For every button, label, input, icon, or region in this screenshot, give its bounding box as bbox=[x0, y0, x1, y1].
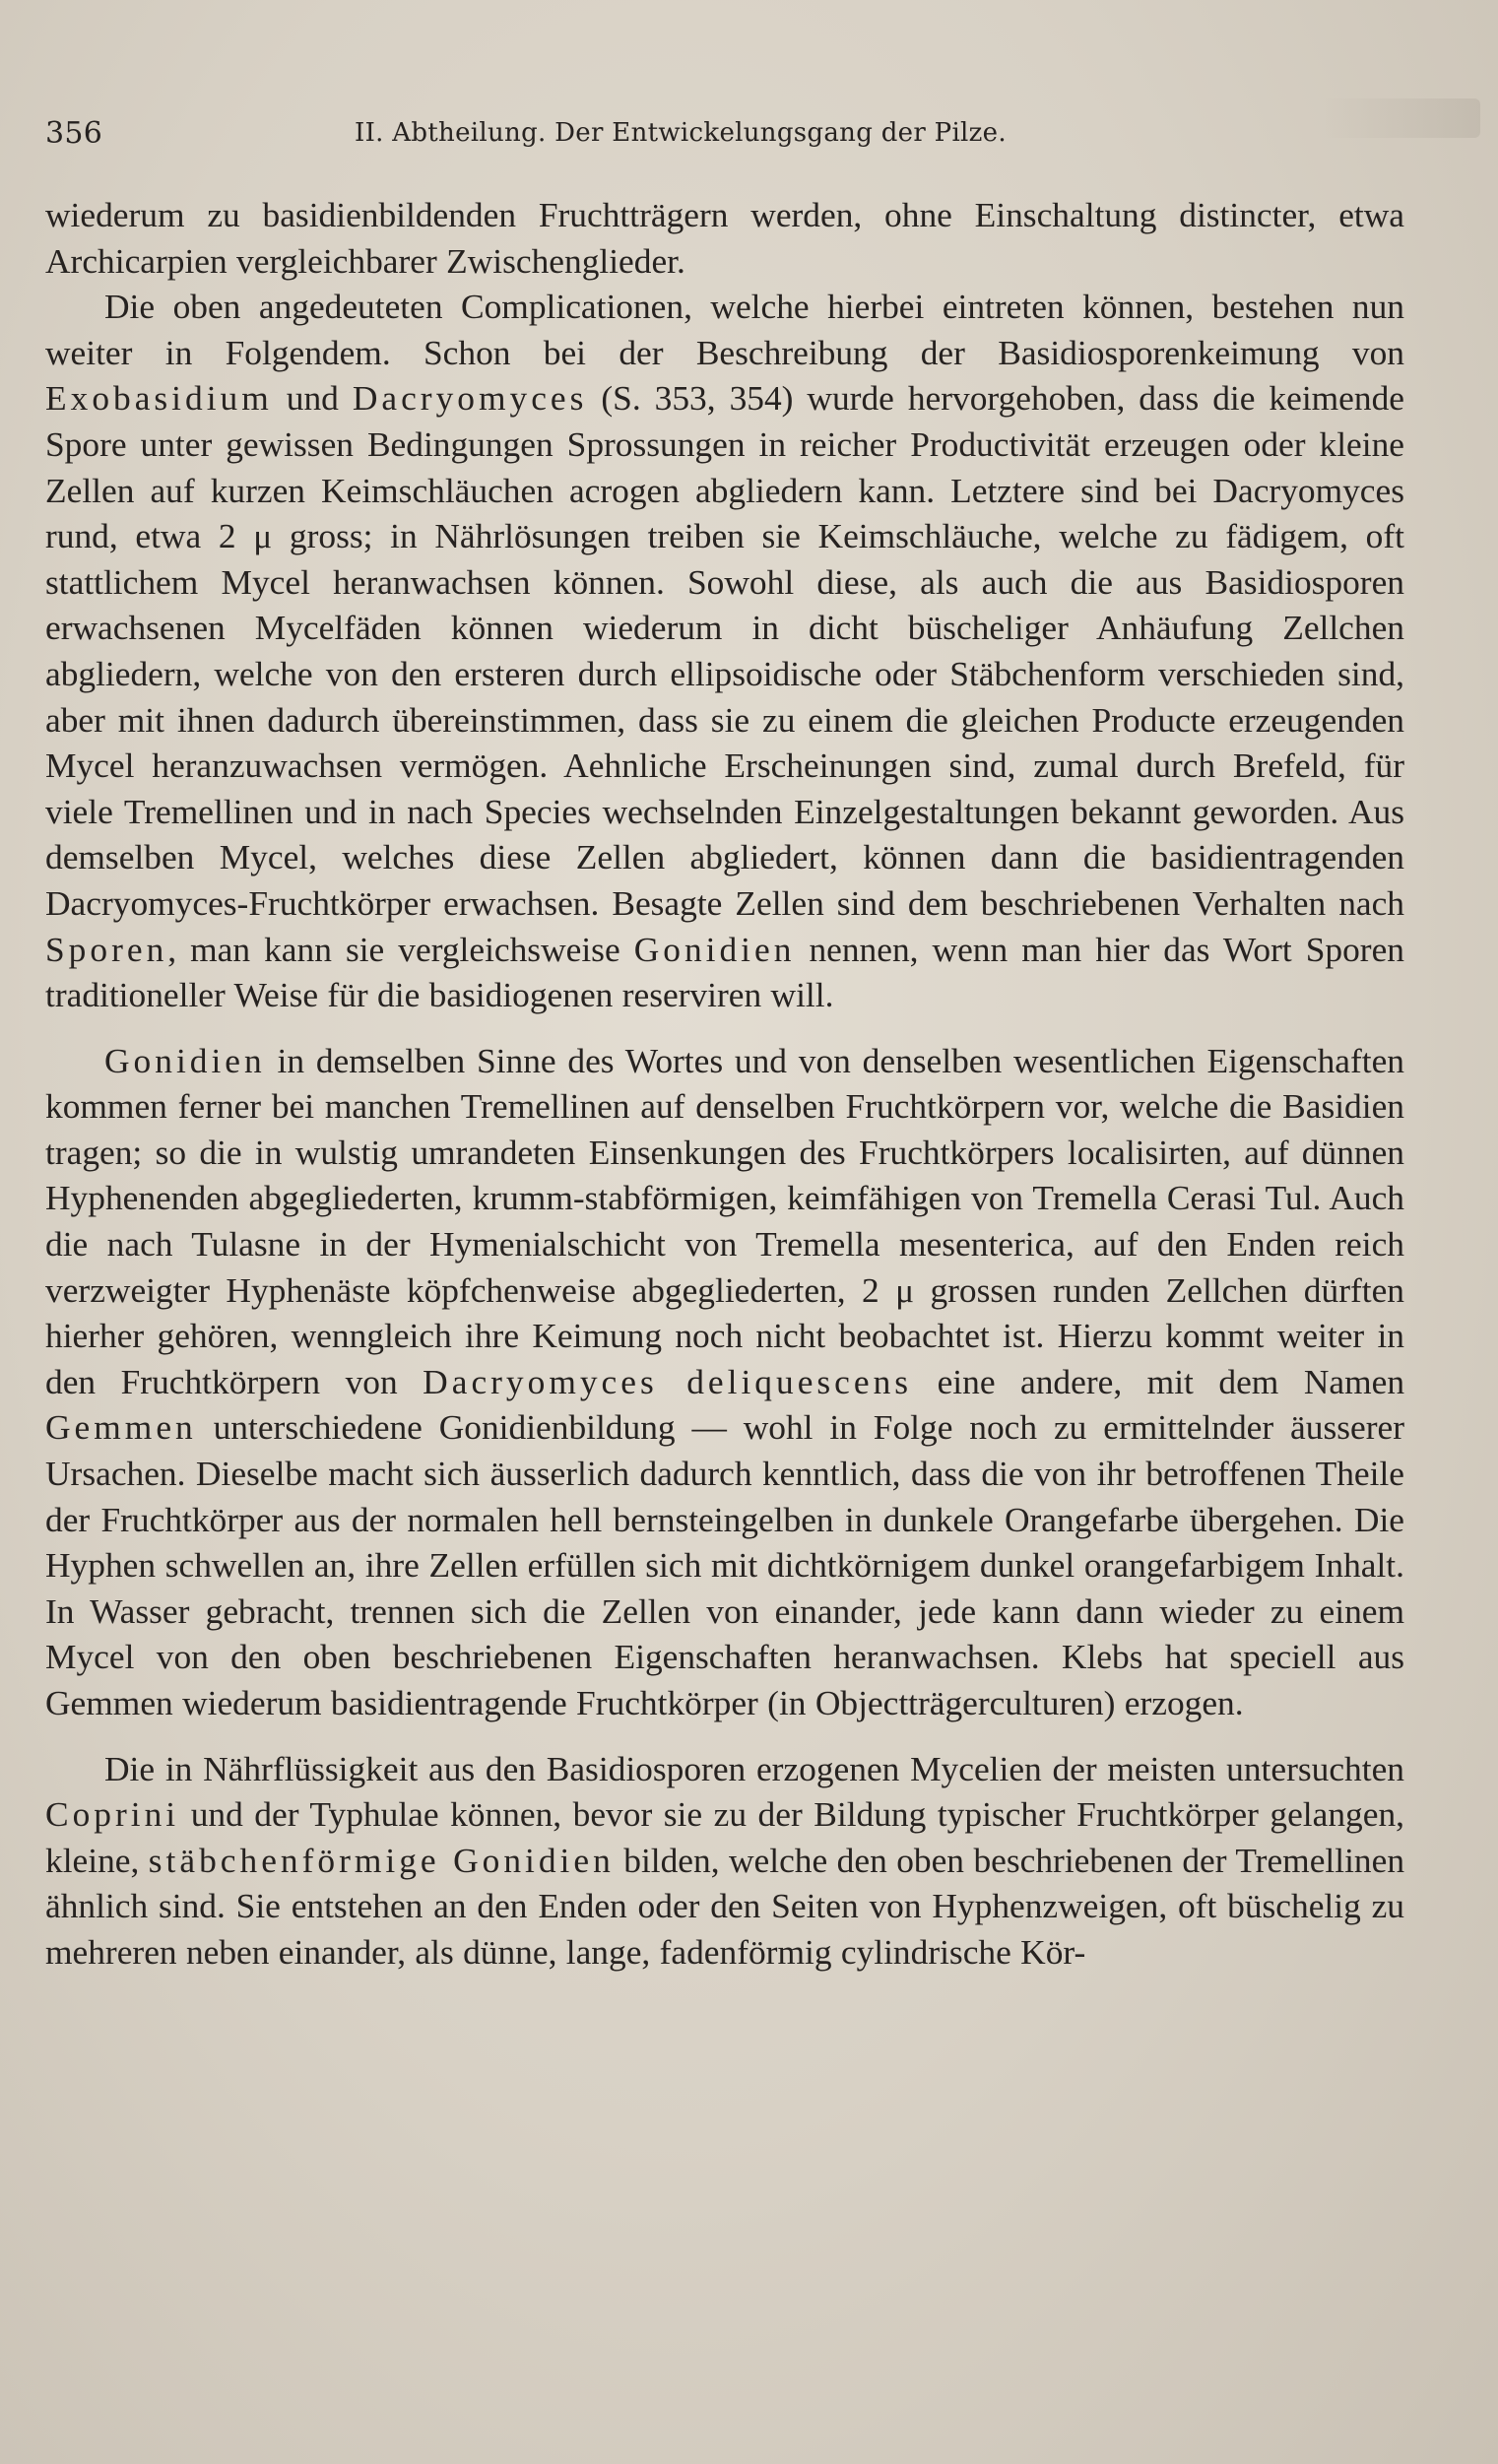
text-run: nennen, wenn man hier das Wort Sporen traditioneller Weise für die basidiogenen reserviren will. bbox=[45, 929, 1404, 1015]
text-run: bilden, welche den oben beschriebenen der Tremellinen ähnlich sind. Sie entstehen an den Enden oder den Seiten von Hyphenzweigen, oft büschelig zu mehreren neben einander, als dünne, lange, fadenförmig cylindrische Kör- bbox=[45, 1840, 1405, 1972]
spaced-term: Gonidien bbox=[633, 929, 796, 969]
text-run: , man kann sie vergleichsweise bbox=[167, 929, 634, 969]
spaced-term: Exobasidium bbox=[45, 378, 273, 419]
text-run: und der Typhulae können, bevor sie zu der Bildung typischer Fruchtkörper gelangen, kleine, bbox=[45, 1794, 1404, 1880]
spaced-term: Gonidien bbox=[104, 1040, 266, 1080]
paragraph bbox=[45, 192, 1404, 284]
spaced-term: Sporen bbox=[45, 929, 168, 969]
text-run: Die in Nährflüssigkeit aus den Basidiosporen erzogenen Mycelien der meisten untersuchten bbox=[104, 1748, 1404, 1788]
spaced-term: Coprini bbox=[45, 1794, 180, 1835]
text-run: Die oben angedeuteten Complicationen, welche hierbei eintreten können, bestehen nun weiter in Folgendem. Schon bei der Beschreibung der Basidiosporenkeimung von bbox=[45, 287, 1404, 372]
page-number: 356 bbox=[45, 116, 103, 151]
paragraph bbox=[45, 1038, 1404, 1726]
paragraph bbox=[45, 1746, 1404, 1976]
spaced-term: Dacryomyces deliquescens bbox=[423, 1361, 913, 1401]
text-run: (S. 353, 354) wurde hervorgehoben, dass die keimende Spore unter gewissen Bedingungen Sprossungen in reicher Productivität erzeugen oder kleine Zellen auf kurzen Keimschläuchen acrogen abgliedern kann. Letztere sind bei Dacryomyces rund, etwa 2 μ gross; in Nährlösungen treiben sie Keimschläuche, welche zu fädigem, oft stattlichem Mycel heranwachsen können. Sowohl diese, als auch die aus Basidiosporen erwachsenen Mycelfäden können wiederum in dicht büscheliger Anhäufung Zellchen abgliedern, welche von den ersteren durch ellipsoidische oder Stäbchenform verschieden sind, aber mit ihnen dadurch übereinstimmen, dass sie zu einem die gleichen Producte erzeugenden Mycel heranzuwachsen vermögen. Aehnliche Erscheinungen sind, zumal durch Brefeld, für viele Tremellinen und in nach Species wechselnden Einzelgestaltungen bekannt geworden. Aus demselben Mycel, welches diese Zellen abgliedert, können dann die basidientragenden Dacryomyces-Fruchtkörper erwachsen. Besagte Zellen sind dem beschriebenen Verhalten nach bbox=[45, 378, 1404, 923]
spaced-term: Dacryomyces bbox=[352, 378, 588, 419]
running-head: II. Abtheilung. Der Entwickelungsgang der Pilze. bbox=[355, 118, 1007, 148]
text-run: wiederum zu basidienbildenden Fruchtträgern werden, ohne Einschaltung distincter, etwa Archicarpien vergleichbarer Zwischenglieder. bbox=[45, 195, 1404, 281]
spaced-term: stäbchenförmige Gonidien bbox=[148, 1840, 615, 1880]
text-run: und bbox=[272, 378, 353, 419]
show-through-shadow bbox=[1323, 98, 1480, 138]
spaced-term: Gemmen bbox=[45, 1407, 197, 1448]
text-run: unterschiedene Gonidienbildung — wohl in Folge noch zu ermittelnder äusserer Ursachen. Dieselbe macht sich äusserlich dadurch kenntlich, dass die von ihr betroffenen Theile der Fruchtkörper aus der normalen hell bernsteingelben in dunkele Orangefarbe übergehen. Die Hyphen schwellen an, ihre Zellen erfüllen sich mit dichtkörnigem dunkel orangefarbigem Inhalt. In Wasser gebracht, trennen sich die Zellen von einander, jede kann dann wieder zu einem Mycel von den oben beschriebenen Eigenschaften heranwachsen. Klebs hat speciell aus Gemmen wiederum basidientragende Fruchtkörper (in Objectträgerculturen) erzogen. bbox=[45, 1407, 1404, 1722]
text-run: eine andere, mit dem Namen bbox=[912, 1361, 1405, 1401]
paragraph bbox=[45, 284, 1404, 1018]
body-text bbox=[45, 192, 1404, 1976]
text-run: in demselben Sinne des Wortes und von denselben wesentlichen Eigenschaften kommen ferner bei manchen Tremellinen auf denselben Fruchtkörpern vor, welche die Basidien tragen; so die in wulstig umrandeten Einsenkungen des Fruchtkörpers localisirten, auf dünnen Hyphenenden abgegliederten, krumm-stabförmigen, keimfähigen von Tremella Cerasi Tul. Auch die nach Tulasne in der Hymenialschicht von Tremella mesenterica, auf den Enden reich verzweigter Hyphenäste köpfchenweise abgegliederten, 2 μ grossen runden Zellchen dürften hierher gehören, wenngleich ihre Keimung noch nicht beobachtet ist. Hierzu kommt weiter in den Fruchtkörpern von bbox=[45, 1040, 1404, 1401]
